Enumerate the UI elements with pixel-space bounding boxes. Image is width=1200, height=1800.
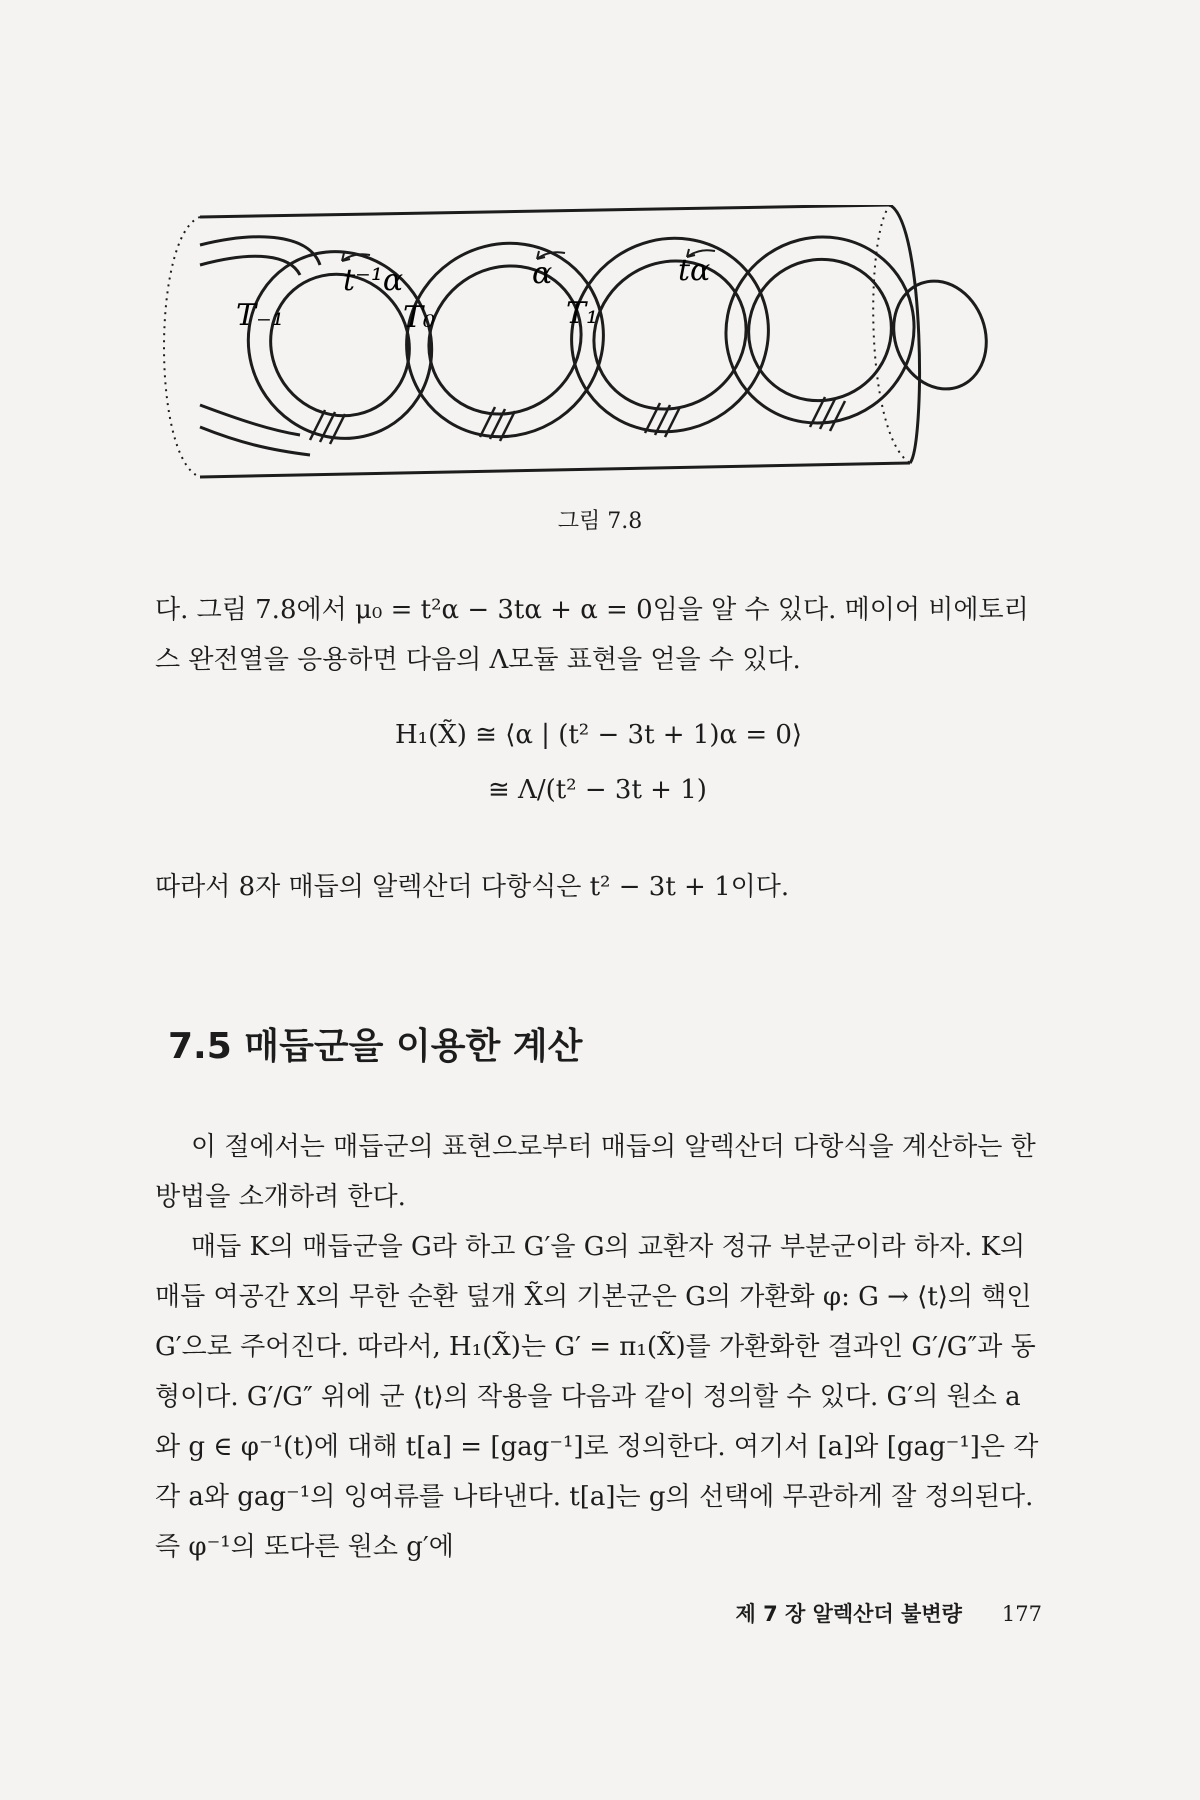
label-alpha: α bbox=[532, 256, 553, 291]
paragraph-knot-group: 매듭 K의 매듭군을 G라 하고 G′을 G의 교환자 정규 부분군이라 하자. K의 매듭 여공간 X의 무한 순환 덮개 X̃의 기본군은 G의 가환화 φ: G → ⟨t⟩의 핵인 G′으로 주어진다. 따라서, H₁(X̃)는 G′ = π₁(X̃)를 가환화한 결과인 G′/G″과 동형이다. G′/G″ 위에 군 ⟨t⟩의 작용을 다음과 같이 정의할 수 있다. G′의 원소 a와 g ∈ φ⁻¹(t)에 대해 t[a] = [gag⁻¹]로 정의한다. 여기서 [a]와 [gag⁻¹]은 각각 a와 gag⁻¹의 잉여류를 나타낸다. t[a]는 g의 선택에 무관하게 잘 정의된다. 즉 φ⁻¹의 또다른 원소 g′에 bbox=[155, 1232, 1039, 1562]
figure-caption: 그림 7.8 bbox=[557, 509, 643, 534]
equation-h1: H₁(X̃) ≅ ⟨α | (t² − 3t + 1)α = 0⟩ bbox=[395, 720, 803, 750]
paragraph-figure-eight-polynomial: 따라서 8자 매듭의 알렉산더 다항식은 t² − 3t + 1이다. bbox=[155, 872, 790, 902]
section-heading: 7.5 매듭군을 이용한 계산 bbox=[168, 1026, 583, 1067]
label-T1: T₁ bbox=[566, 296, 599, 331]
equation-lambda-quotient: ≅ Λ/(t² − 3t + 1) bbox=[488, 775, 707, 805]
label-t-alpha: tα bbox=[678, 253, 711, 288]
paragraph-section-intro: 이 절에서는 매듭군의 표현으로부터 매듭의 알렉산더 다항식을 계산하는 한 방법을 소개하려 한다. bbox=[155, 1132, 1036, 1212]
label-T-minus-1: T₋₁ bbox=[236, 298, 284, 333]
page-footer bbox=[735, 1598, 1042, 1628]
label-T0: T₀ bbox=[403, 300, 436, 335]
label-t-inverse-alpha: t⁻¹α bbox=[343, 263, 404, 298]
footer-chapter: 제 7 장 알렉산더 불변량 bbox=[735, 1602, 962, 1626]
page-number: 177 bbox=[1001, 1602, 1042, 1626]
figure-7-8-knot-diagram bbox=[160, 205, 1040, 505]
paragraph-mu0: 다. 그림 7.8에서 μ₀ = t²α − 3tα + α = 0임을 알 수 있다. 메이어 비에토리스 완전열을 응용하면 다음의 Λ모듈 표현을 얻을 수 있다. bbox=[155, 595, 1029, 675]
